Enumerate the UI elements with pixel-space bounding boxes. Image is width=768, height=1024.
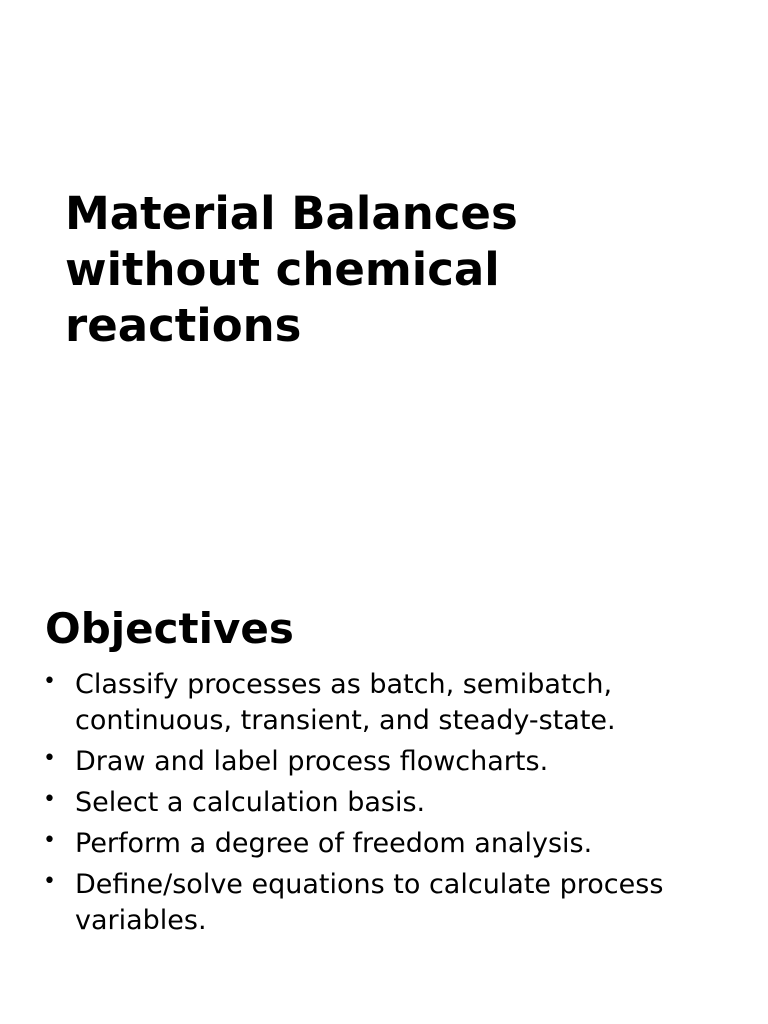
objective-text: Select a calculation basis.: [75, 787, 426, 818]
objective-item: [43, 826, 743, 862]
objectives-list: [43, 667, 743, 944]
bullet-icon: •: [43, 787, 56, 812]
bullet-icon: •: [43, 669, 56, 694]
objective-text: Draw and label process flowcharts.: [75, 746, 549, 777]
objective-text: Perform a degree of freedom analysis.: [75, 828, 593, 859]
objectives-slide: [0, 576, 768, 1024]
objective-item: [43, 785, 743, 821]
objective-item: [43, 667, 743, 739]
bullet-icon: •: [43, 746, 56, 771]
bullet-icon: •: [43, 869, 56, 894]
objectives-heading: Objectives: [45, 604, 294, 653]
bullet-icon: •: [43, 828, 56, 853]
objective-item: [43, 867, 743, 939]
objective-item: [43, 744, 743, 780]
objective-text: Define/solve equations to calculate process variables.: [75, 869, 664, 936]
slide-title: Material Balances without chemical reactions: [65, 187, 518, 352]
objective-text: Classify processes as batch, semibatch, continuous, transient, and steady-state.: [75, 669, 616, 736]
